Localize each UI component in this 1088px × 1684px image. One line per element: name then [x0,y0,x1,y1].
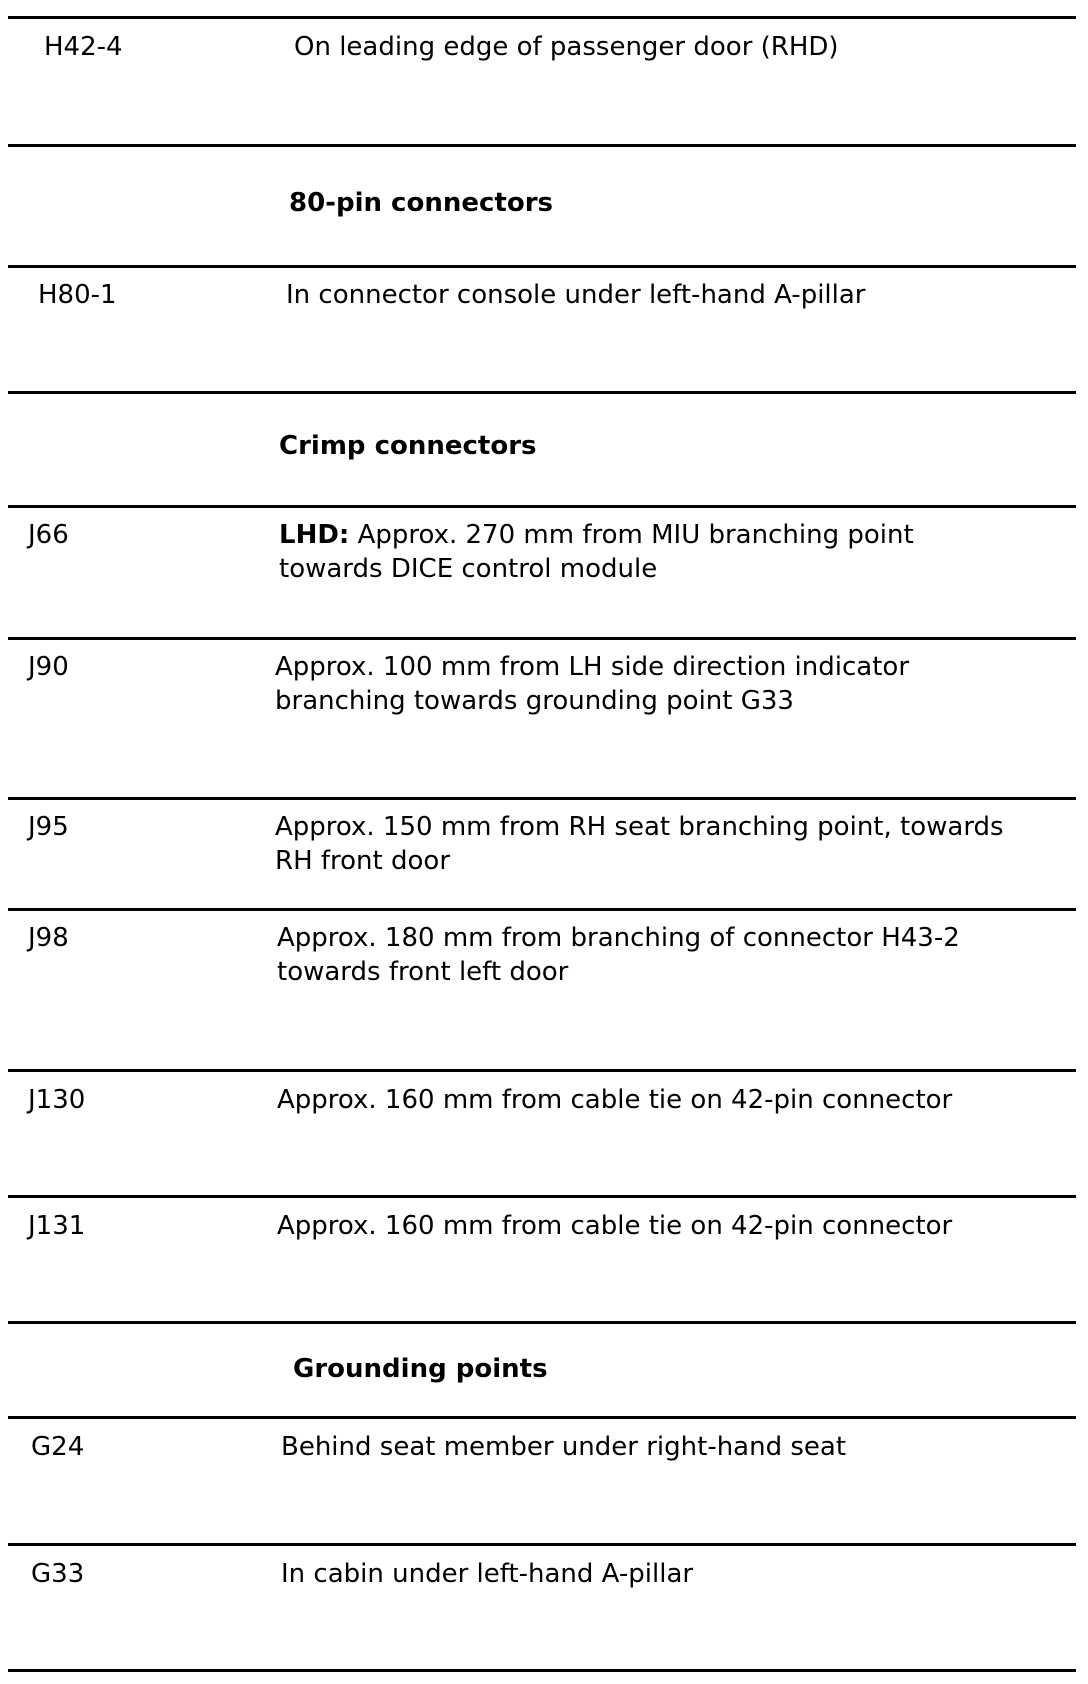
section-heading: Crimp connectors [279,431,537,461]
table-rule [8,1416,1076,1419]
section-heading: Grounding points [293,1354,548,1384]
table-rule [8,637,1076,640]
row-code: J90 [28,652,69,682]
table-rule [8,391,1076,394]
lhd-label: LHD: [279,520,350,550]
table-rule [8,797,1076,800]
table-rule [8,144,1076,147]
row-description-line: RH front door [275,846,451,876]
row-code: J66 [28,520,69,550]
row-description-line: towards DICE control module [279,554,658,584]
table-rule [8,1669,1076,1672]
table-rule [8,16,1076,19]
row-code: H80-1 [38,280,117,310]
row-description: Behind seat member under right-hand seat [281,1432,847,1462]
row-code: J98 [28,923,69,953]
row-description: On leading edge of passenger door (RHD) [294,32,839,62]
row-description-line: branching towards grounding point G33 [275,686,794,716]
row-description-line: Approx. 100 mm from LH side direction indicator [275,652,910,682]
table-rule [8,505,1076,508]
row-code: G33 [31,1559,85,1589]
row-description-line [279,518,914,552]
row-description: In cabin under left-hand A-pillar [281,1559,694,1589]
row-description-text: Approx. 270 mm from MIU branching point [349,520,914,550]
row-description: Approx. 160 mm from cable tie on 42-pin connector [277,1085,953,1115]
table-rule [8,1195,1076,1198]
section-heading: 80-pin connectors [289,188,553,218]
table-rule [8,265,1076,268]
row-description-line: towards front left door [277,957,569,987]
row-description: In connector console under left-hand A-pillar [286,280,866,310]
row-description-line: Approx. 180 mm from branching of connector H43-2 [277,923,960,953]
row-description: Approx. 160 mm from cable tie on 42-pin connector [277,1211,953,1241]
table-rule [8,908,1076,911]
row-code: J130 [28,1085,86,1115]
table-rule [8,1321,1076,1324]
table-rule [8,1069,1076,1072]
row-code: J131 [28,1211,86,1241]
table-rule [8,1543,1076,1546]
row-code: J95 [28,812,69,842]
row-code: H42-4 [44,32,123,62]
row-code: G24 [31,1432,85,1462]
row-description-line: Approx. 150 mm from RH seat branching point, towards [275,812,1004,842]
